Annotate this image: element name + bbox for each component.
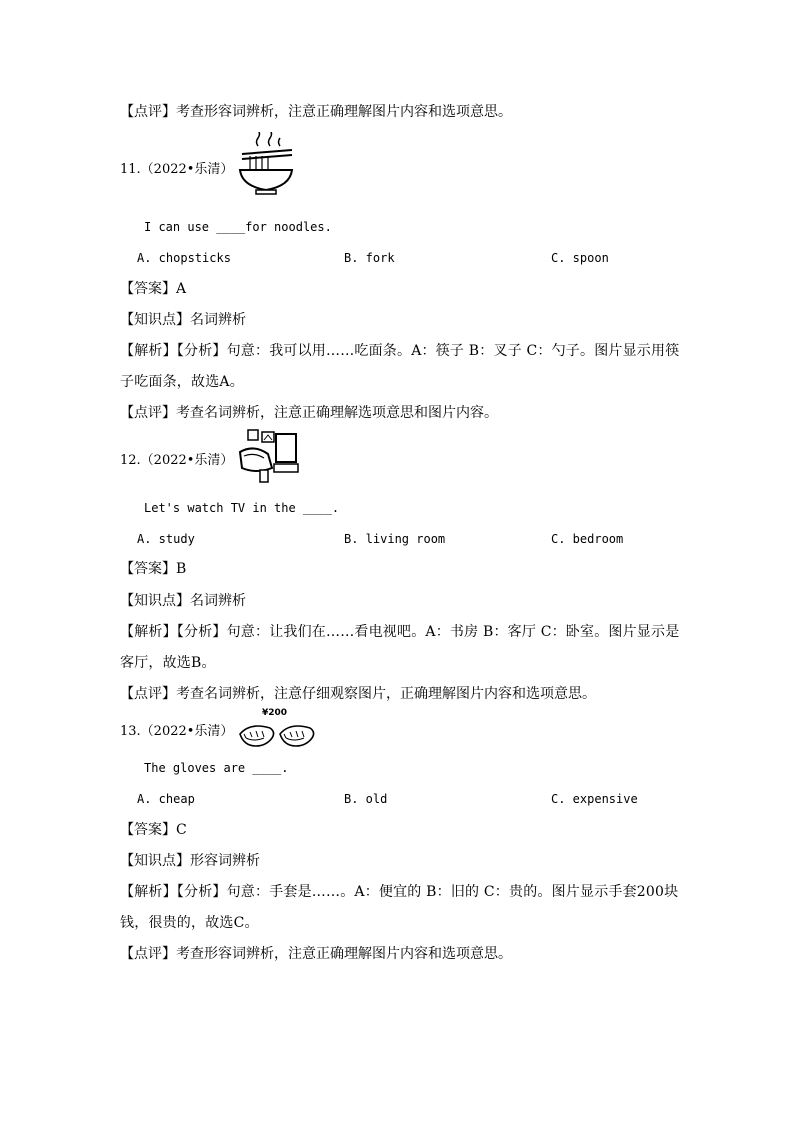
option-b: B. old <box>344 792 388 806</box>
option-a: A. chopsticks <box>137 251 231 265</box>
question-11-sentence: I can use ____for noodles. <box>144 220 332 234</box>
living-room-icon <box>236 428 302 486</box>
option-c: C. spoon <box>551 251 609 265</box>
question-11-head <box>120 160 233 181</box>
comment: 【点评】考查名词辨析，注意仔细观察图片，正确理解图片内容和选项意思。 <box>120 686 596 702</box>
top-comment: 【点评】考查形容词辨析，注意正确理解图片内容和选项意思。 <box>120 104 512 120</box>
comment: 【点评】考查名词辨析，注意正确理解选项意思和图片内容。 <box>120 405 498 421</box>
option-c: C. expensive <box>551 792 638 806</box>
question-13-head <box>120 722 233 743</box>
noodle-bowl-icon <box>236 132 296 200</box>
knowledge-point: 【知识点】形容词辨析 <box>120 853 260 869</box>
answer: 【答案】C <box>120 822 187 838</box>
comment: 【点评】考查形容词辨析，注意正确理解图片内容和选项意思。 <box>120 946 512 962</box>
price-label: ¥200 <box>262 708 288 718</box>
gloves-icon <box>236 720 316 750</box>
option-a: A. cheap <box>137 792 195 806</box>
option-a: A. study <box>137 532 195 546</box>
option-b: B. living room <box>344 532 446 546</box>
question-number: 13.（2022•乐清） <box>120 724 234 739</box>
question-number: 11.（2022•乐清） <box>120 162 234 177</box>
question-12-head <box>120 451 233 472</box>
knowledge-point: 【知识点】名词辨析 <box>120 312 246 328</box>
question-12-sentence: Let's watch TV in the ____. <box>144 501 340 515</box>
option-b: B. fork <box>344 251 395 265</box>
analysis: 【解析】【分析】句意：手套是……。A：便宜的 B：旧的 C：贵的。图片显示手套200块钱，很贵的，故选C。 <box>120 884 679 931</box>
answer: 【答案】A <box>120 281 187 297</box>
answer: 【答案】B <box>120 561 187 577</box>
question-13-sentence: The gloves are ____. <box>144 761 289 775</box>
analysis: 【解析】【分析】句意：我可以用……吃面条。A：筷子 B：叉子 C：勺子。图片显示用筷子吃面条，故选A。 <box>120 343 680 390</box>
question-number: 12.（2022•乐清） <box>120 453 234 468</box>
option-c: C. bedroom <box>551 532 624 546</box>
knowledge-point: 【知识点】名词辨析 <box>120 593 246 609</box>
analysis: 【解析】【分析】句意：让我们在……看电视吧。A：书房 B：客厅 C：卧室。图片显示是客厅，故选B。 <box>120 624 680 671</box>
